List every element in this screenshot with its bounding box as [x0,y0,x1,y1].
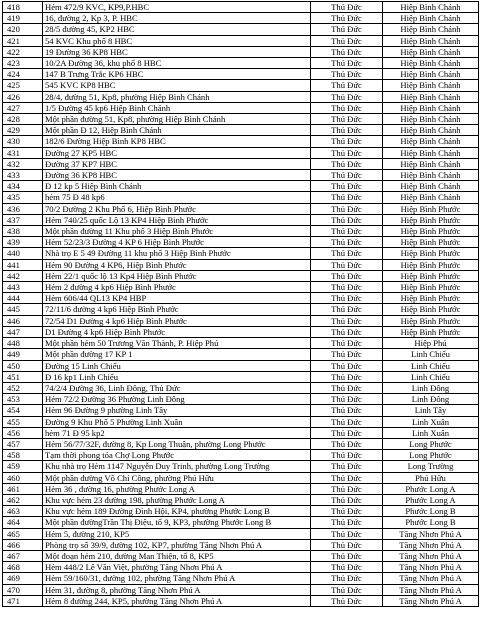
table-row [3,13,479,24]
row-number: 425 [3,80,43,91]
address-cell: Hẻm 8 đường 244, KP5, phường Tăng Nhơn Phú A [43,595,311,606]
table-row [3,114,479,125]
row-number: 454 [3,405,43,416]
table-row [3,528,479,539]
ward-cell: Hiệp Bình Chánh [383,125,479,136]
address-cell: Một đoạn hẻm 210, đường Man Thiện, tổ 8, KP5 [43,550,311,561]
ward-cell: Hiệp Bình Chánh [383,13,479,24]
district-cell: Thủ Đức [311,438,383,449]
address-cell: Hẻm 96 Đường 9 phường Linh Tây [43,405,311,416]
row-number: 434 [3,181,43,192]
district-cell: Thủ Đức [311,394,383,405]
table-row [3,2,479,13]
row-number: 470 [3,584,43,595]
table-row [3,203,479,214]
table-row [3,394,479,405]
address-cell: 10/2A Đường 36, khu phố 8 HBC [43,58,311,69]
address-cell: Hẻm 5, đường 210, KP5 [43,528,311,539]
ward-cell: Linh Xuân [383,427,479,438]
address-cell: Hẻm 606/44 QL13 KP4 HBP [43,293,311,304]
row-number: 447 [3,326,43,337]
ward-cell: Long Phước [383,438,479,449]
address-cell: Hẻm 72/2 Đường 36 Phường Linh Đông [43,394,311,405]
district-cell: Thủ Đức [311,13,383,24]
district-cell: Thủ Đức [311,517,383,528]
table-row [3,450,479,461]
address-cell: 54 KVC Khu phố 8 HBC [43,35,311,46]
address-cell: Hẻm 22/1 quốc lộ 13 Kp4 Hiệp Bình Phước [43,270,311,281]
district-cell: Thủ Đức [311,472,383,483]
ward-cell: Phú Hữu [383,472,479,483]
table-row [3,595,479,606]
district-cell: Thủ Đức [311,237,383,248]
row-number: 428 [3,114,43,125]
table-row [3,382,479,393]
ward-cell: Hiệp Bình Chánh [383,58,479,69]
table-row [3,338,479,349]
district-cell: Thủ Đức [311,550,383,561]
ward-cell: Hiệp Bình Phước [383,282,479,293]
ward-cell: Hiệp Bình Chánh [383,46,479,57]
row-number: 435 [3,192,43,203]
row-number: 464 [3,517,43,528]
district-cell: Thủ Đức [311,360,383,371]
ward-cell: Linh Đông [383,382,479,393]
table-row [3,248,479,259]
row-number: 442 [3,270,43,281]
address-cell: 70/2 Đường 2 Khu Phố 6, Hiệp Bình Phước [43,203,311,214]
address-cell: Đ 16 kp1 Linh Chiểu [43,371,311,382]
ward-cell: Linh Chiểu [383,360,479,371]
ward-cell: Tăng Nhơn Phú A [383,595,479,606]
ward-cell: Hiệp Bình Chánh [383,192,479,203]
ward-cell: Hiệp Bình Chánh [383,91,479,102]
address-cell: Hẻm 740/25 quốc Lộ 13 KP4 Hiệp Bình Phước [43,214,311,225]
address-cell: hẻm 71 Đ 95 kp2 [43,427,311,438]
district-cell: Thủ Đức [311,102,383,113]
row-number: 423 [3,58,43,69]
ward-cell: Tăng Nhơn Phú A [383,528,479,539]
table-row [3,46,479,57]
address-cell: Hẻm 36 , đường 16, phường Phước Long A [43,483,311,494]
row-number: 445 [3,304,43,315]
row-number: 443 [3,282,43,293]
table-row [3,237,479,248]
district-cell: Thủ Đức [311,192,383,203]
district-cell: Thủ Đức [311,282,383,293]
ward-cell: Hiệp Bình Chánh [383,147,479,158]
address-cell: Khu nhà trọ Hẻm 1147 Nguyễn Duy Trinh, phường Long Trường [43,461,311,472]
address-cell: Nhà trọ E 5 49 Đường 11 khu phố 3 Hiệp Bình Phước [43,248,311,259]
ward-cell: Hiệp Bình Phước [383,226,479,237]
address-cell: 74/2/4 Đường 36, Linh Đông, Thủ Đức [43,382,311,393]
row-number: 426 [3,91,43,102]
row-number: 459 [3,461,43,472]
table-row [3,226,479,237]
district-cell: Thủ Đức [311,214,383,225]
ward-cell: Tăng Nhơn Phú A [383,562,479,573]
table-row [3,360,479,371]
address-cell: 147 B Trưng Trắc KP6 HBC [43,69,311,80]
district-cell: Thủ Đức [311,24,383,35]
address-cell: Đường 36 KP8 HBC [43,170,311,181]
address-cell: Một phần đường 11 Khu phố 3 Hiệp Bình Phước [43,226,311,237]
table-row [3,371,479,382]
ward-cell: Hiệp Bình Chánh [383,2,479,13]
ward-cell: Phước Long A [383,494,479,505]
row-number: 444 [3,293,43,304]
table-row [3,158,479,169]
address-cell: Một phần đường Võ Chí Công, phường Phú Hữu [43,472,311,483]
district-cell: Thủ Đức [311,304,383,315]
district-cell: Thủ Đức [311,181,383,192]
district-cell: Thủ Đức [311,528,383,539]
table-row [3,562,479,573]
district-cell: Thủ Đức [311,506,383,517]
row-number: 451 [3,371,43,382]
row-number: 420 [3,24,43,35]
row-number: 431 [3,147,43,158]
ward-cell: Phước Long A [383,483,479,494]
ward-cell: Hiệp Bình Phước [383,270,479,281]
district-cell: Thủ Đức [311,416,383,427]
ward-cell: Phước Long B [383,517,479,528]
district-cell: Thủ Đức [311,35,383,46]
table-row [3,349,479,360]
ward-cell: Hiệp Bình Phước [383,248,479,259]
district-cell: Thủ Đức [311,147,383,158]
row-number: 453 [3,394,43,405]
row-number: 469 [3,573,43,584]
ward-cell: Hiệp Bình Phước [383,259,479,270]
table-row [3,35,479,46]
table-row [3,539,479,550]
row-number: 461 [3,483,43,494]
row-number: 458 [3,450,43,461]
address-cell: Hẻm 59/160/31, đường 102, phường Tăng Nhơn Phú A [43,573,311,584]
district-cell: Thủ Đức [311,136,383,147]
table-row [3,170,479,181]
district-cell: Thủ Đức [311,58,383,69]
ward-cell: Hiệp Bình Phước [383,315,479,326]
row-number: 439 [3,237,43,248]
table-row [3,214,479,225]
address-cell: Khu vực hẻm 23 đường 198, phường Phước Long A [43,494,311,505]
ward-cell: Linh Đông [383,394,479,405]
address-cell: Đường 9 Khu Phố 5 Phường Linh Xuân [43,416,311,427]
address-cell: Khu vực hẻm 189 Đường Đình Hội, KP4, phường Phước Long B [43,506,311,517]
ward-cell: Phước Long B [383,506,479,517]
address-cell: Đường 27 KP5 HBC [43,147,311,158]
address-cell: 19 Đường 36 KP8 HBC [43,46,311,57]
table-row [3,494,479,505]
district-cell: Thủ Đức [311,371,383,382]
row-number: 456 [3,427,43,438]
ward-cell: Hiệp Bình Chánh [383,69,479,80]
table-row [3,125,479,136]
district-cell: Thủ Đức [311,338,383,349]
address-cell: 545 KVC KP8 HBC [43,80,311,91]
table-row [3,472,479,483]
ward-cell: Tăng Nhơn Phú A [383,539,479,550]
ward-cell: Hiệp Bình Chánh [383,158,479,169]
locations-table [2,1,479,607]
row-number: 455 [3,416,43,427]
district-cell: Thủ Đức [311,450,383,461]
district-cell: Thủ Đức [311,349,383,360]
row-number: 457 [3,438,43,449]
row-number: 460 [3,472,43,483]
table-row [3,69,479,80]
table-row [3,91,479,102]
ward-cell: Hiệp Bình Chánh [383,136,479,147]
district-cell: Thủ Đức [311,91,383,102]
table-row [3,270,479,281]
address-cell: Hẻm 56/77/32F, đường 8, Kp Long Thuận, phường Long Phước [43,438,311,449]
ward-cell: Hiệp Bình Chánh [383,181,479,192]
ward-cell: Hiệp Bình Phước [383,326,479,337]
district-cell: Thủ Đức [311,226,383,237]
table-row [3,102,479,113]
table-row [3,282,479,293]
address-cell: Một phần đường 51, Kp8, phường Hiệp Bình Chánh [43,114,311,125]
table-row [3,192,479,203]
ward-cell: Hiệp Bình Phước [383,237,479,248]
district-cell: Thủ Đức [311,405,383,416]
address-cell: 182/6 Đường Hiệp Bình KP8 HBC [43,136,311,147]
address-cell: Phòng trọ số 39/9, đường 102, KP7, phường Tăng Nhơn Phú A [43,539,311,550]
address-cell: 28/5 đường 45, KP2 HBC [43,24,311,35]
ward-cell: Long Phước [383,450,479,461]
district-cell: Thủ Đức [311,293,383,304]
table-row [3,584,479,595]
table-row [3,58,479,69]
ward-cell: Hiệp Bình Chánh [383,102,479,113]
ward-cell: Linh Xuân [383,416,479,427]
district-cell: Thủ Đức [311,595,383,606]
address-cell: Một phần đườngTrần Thị Điệu, tổ 9, KP3, phường Phước Long B [43,517,311,528]
district-cell: Thủ Đức [311,326,383,337]
address-cell: 1/5 Đường 45 kp6 Hiệp Bình Chánh [43,102,311,113]
table-row [3,405,479,416]
row-number: 471 [3,595,43,606]
ward-cell: Hiệp Bình Chánh [383,35,479,46]
row-number: 427 [3,102,43,113]
address-cell: Hẻm 31, đường 8, phường Tăng Nhơn Phú A [43,584,311,595]
district-cell: Thủ Đức [311,270,383,281]
district-cell: Thủ Đức [311,114,383,125]
district-cell: Thủ Đức [311,494,383,505]
ward-cell: Long Trường [383,461,479,472]
address-cell: Đ 12 kp 5 Hiệp Bình Chánh [43,181,311,192]
ward-cell: Hiệp Bình Phước [383,203,479,214]
district-cell: Thủ Đức [311,158,383,169]
ward-cell: Linh Chiểu [383,349,479,360]
table-row [3,517,479,528]
row-number: 465 [3,528,43,539]
row-number: 441 [3,259,43,270]
ward-cell: Hiệp Bình Chánh [383,24,479,35]
district-cell: Thủ Đức [311,203,383,214]
row-number: 468 [3,562,43,573]
address-cell: Một phần Đ 12, Hiệp Bình Chánh [43,125,311,136]
row-number: 424 [3,69,43,80]
district-cell: Thủ Đức [311,483,383,494]
address-cell: 72/54 D1 Đường 4 kp6 Hiệp Bình Phước [43,315,311,326]
ward-cell: Linh Chiểu [383,371,479,382]
district-cell: Thủ Đức [311,584,383,595]
row-number: 452 [3,382,43,393]
address-cell: Tạm thời phong tỏa Chợ Long Phước [43,450,311,461]
district-cell: Thủ Đức [311,573,383,584]
district-cell: Thủ Đức [311,46,383,57]
ward-cell: Hiệp Bình Chánh [383,170,479,181]
row-number: 429 [3,125,43,136]
district-cell: Thủ Đức [311,382,383,393]
row-number: 463 [3,506,43,517]
ward-cell: Hiệp Bình Phước [383,214,479,225]
ward-cell: Tăng Nhơn Phú A [383,573,479,584]
table-row [3,506,479,517]
address-cell: hẻm 75 Đ 48 kp6 [43,192,311,203]
table-row [3,24,479,35]
address-cell: Hẻm 52/23/3 Đường 4 KP 6 Hiệp Bình Phước [43,237,311,248]
table-row [3,483,479,494]
table-row [3,315,479,326]
district-cell: Thủ Đức [311,315,383,326]
address-cell: Một phần đường 17 KP 1 [43,349,311,360]
district-cell: Thủ Đức [311,248,383,259]
table-row [3,416,479,427]
row-number: 418 [3,2,43,13]
district-cell: Thủ Đức [311,427,383,438]
table-row [3,259,479,270]
row-number: 430 [3,136,43,147]
ward-cell: Hiệp Bình Phước [383,304,479,315]
district-cell: Thủ Đức [311,125,383,136]
address-cell: 16, đường 2, Kp 3, P. HBC [43,13,311,24]
table-row [3,181,479,192]
address-cell: Đường 15 Linh Chiểu [43,360,311,371]
ward-cell: Tăng Nhơn Phú A [383,584,479,595]
district-cell: Thủ Đức [311,539,383,550]
address-cell: Hẻm 448/2 Lê Văn Việt, phường Tăng Nhơn Phú A [43,562,311,573]
address-cell: 28/4, đường 51, Kp8, phường Hiệp Bình Chánh [43,91,311,102]
address-cell: Hẻm 2 đường 4 kp6 Hiệp Bình Phước [43,282,311,293]
ward-cell: Linh Tây [383,405,479,416]
ward-cell: Hiệp Phú [383,338,479,349]
table-row [3,550,479,561]
district-cell: Thủ Đức [311,259,383,270]
address-cell: Đường 37 KP7 HBC [43,158,311,169]
table-row [3,136,479,147]
table-row [3,147,479,158]
address-cell: Hẻm 90 Đường 4 KP6, Hiệp Bình Phước [43,259,311,270]
table-row [3,293,479,304]
ward-cell: Tăng Nhơn Phú A [383,550,479,561]
row-number: 432 [3,158,43,169]
row-number: 419 [3,13,43,24]
ward-cell: Hiệp Bình Phước [383,293,479,304]
district-cell: Thủ Đức [311,562,383,573]
table-body [3,2,479,607]
table-row [3,80,479,91]
row-number: 438 [3,226,43,237]
ward-cell: Hiệp Bình Chánh [383,80,479,91]
row-number: 436 [3,203,43,214]
address-cell: Một phần hẻm 50 Trương Văn Thành, P. Hiệp Phú [43,338,311,349]
row-number: 462 [3,494,43,505]
district-cell: Thủ Đức [311,2,383,13]
row-number: 467 [3,550,43,561]
address-cell: 72/11/6 đường 4 kp6 Hiệp Bình Phước [43,304,311,315]
row-number: 446 [3,315,43,326]
row-number: 450 [3,360,43,371]
address-cell: Hẻm 472/9 KVC, KP9,P.HBC [43,2,311,13]
table-row [3,326,479,337]
row-number: 449 [3,349,43,360]
table-row [3,427,479,438]
district-cell: Thủ Đức [311,461,383,472]
district-cell: Thủ Đức [311,170,383,181]
row-number: 421 [3,35,43,46]
ward-cell: Hiệp Bình Chánh [383,114,479,125]
row-number: 466 [3,539,43,550]
row-number: 440 [3,248,43,259]
address-cell: D1 Đường 4 kp6 Hiệp Bình Phước [43,326,311,337]
row-number: 422 [3,46,43,57]
district-cell: Thủ Đức [311,69,383,80]
district-cell: Thủ Đức [311,80,383,91]
row-number: 433 [3,170,43,181]
table-row [3,573,479,584]
row-number: 437 [3,214,43,225]
table-row [3,304,479,315]
table-row [3,461,479,472]
row-number: 448 [3,338,43,349]
table-row [3,438,479,449]
